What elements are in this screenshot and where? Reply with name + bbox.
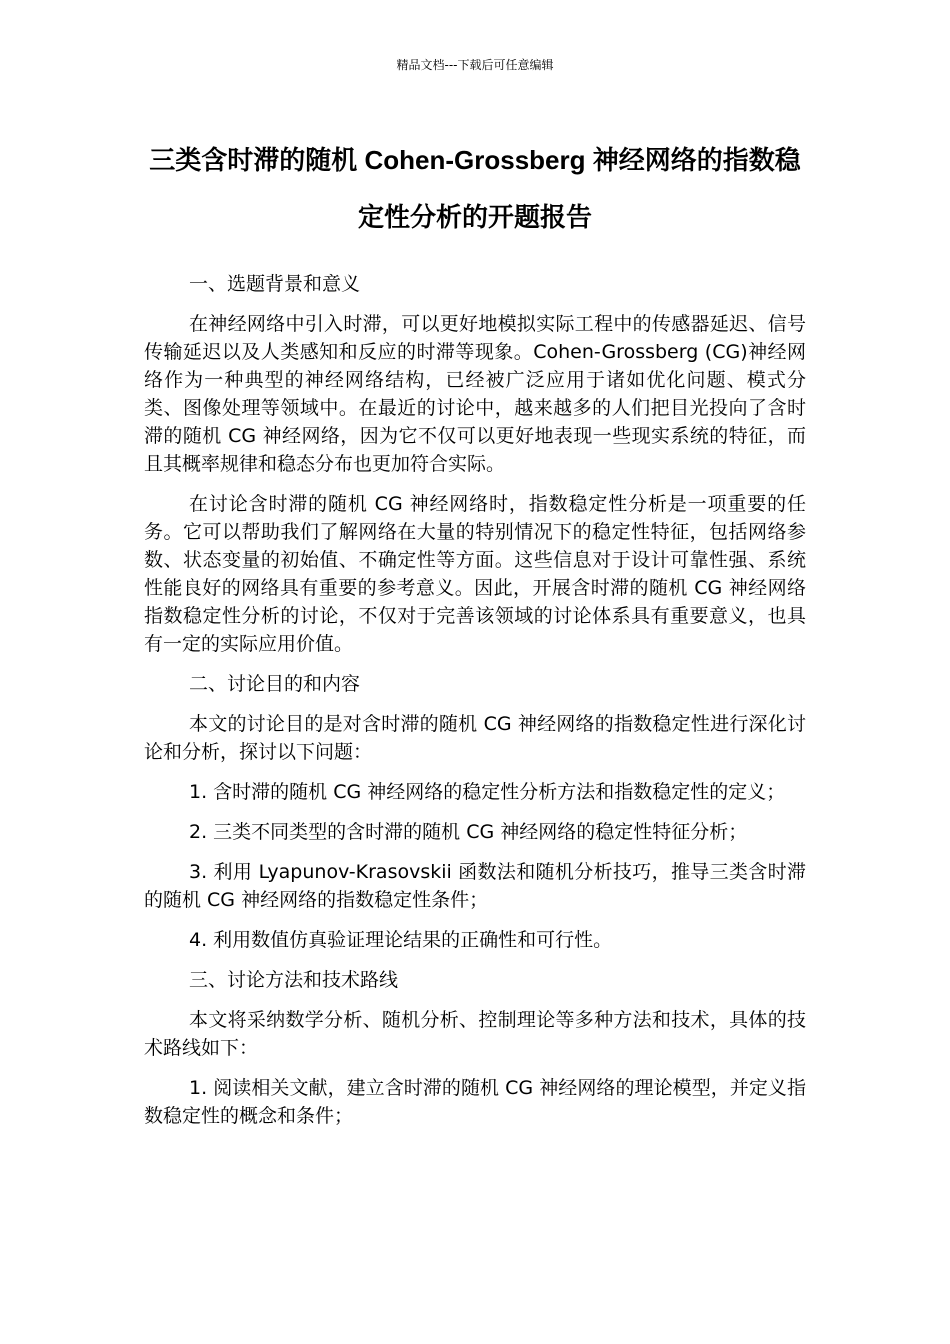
section-heading-objectives: 二、讨论目的和内容 (189, 673, 361, 695)
document-body (144, 270, 806, 1142)
paragraph: 本文的讨论目的是对含时滞的随机 CG 神经网络的指数稳定性进行深化讨论和分析，探讨以下问题： (144, 713, 806, 763)
header-note: 精品文档---下载后可任意编辑 (396, 58, 554, 72)
paragraph: 在神经网络中引入时滞，可以更好地模拟实际工程中的传感器延迟、信号传输延迟以及人类感知和反应的时滞等现象。Cohen-Grossberg (CG)神经网络作为一种典型的神经网络结构，已经被广泛应用于诸如优化问题、模式分类、图像处理等领域中。在最近的讨论中，越来越多的人们把目光投向了含时滞的随机 CG 神经网络，因为它不仅可以更好地表现一些现实系统的特征，而且其概率规律和稳态分布也更加符合实际。 (144, 313, 806, 475)
list-item: 3. 利用 Lyapunov-Krasovskii 函数法和随机分析技巧，推导三类含时滞的随机 CG 神经网络的指数稳定性条件； (144, 861, 806, 911)
list-item: 4. 利用数值仿真验证理论结果的正确性和可行性。 (189, 929, 613, 951)
document-title: 三类含时滞的随机 Cohen-Grossberg 神经网络的指数稳定性分析的开题报告 (149, 145, 801, 232)
paragraph: 本文将采纳数学分析、随机分析、控制理论等多种方法和技术，具体的技术路线如下： (144, 1009, 806, 1059)
list-item: 1. 阅读相关文献，建立含时滞的随机 CG 神经网络的理论模型，并定义指数稳定性的概念和条件； (144, 1077, 806, 1127)
section-heading-methods: 三、讨论方法和技术路线 (189, 969, 399, 991)
section-heading-background: 一、选题背景和意义 (189, 273, 361, 295)
list-item: 1. 含时滞的随机 CG 神经网络的稳定性分析方法和指数稳定性的定义； (189, 781, 786, 803)
list-item: 2. 三类不同类型的含时滞的随机 CG 神经网络的稳定性特征分析； (189, 821, 748, 843)
paragraph: 在讨论含时滞的随机 CG 神经网络时，指数稳定性分析是一项重要的任务。它可以帮助我们了解网络在大量的特别情况下的稳定性特征，包括网络参数、状态变量的初始值、不确定性等方面。这些信息对于设计可靠性强、系统性能良好的网络具有重要的参考意义。因此，开展含时滞的随机 CG 神经网络指数稳定性分析的讨论，不仅对于完善该领域的讨论体系具有重要意义，也具有一定的实际应用价值。 (144, 493, 806, 655)
